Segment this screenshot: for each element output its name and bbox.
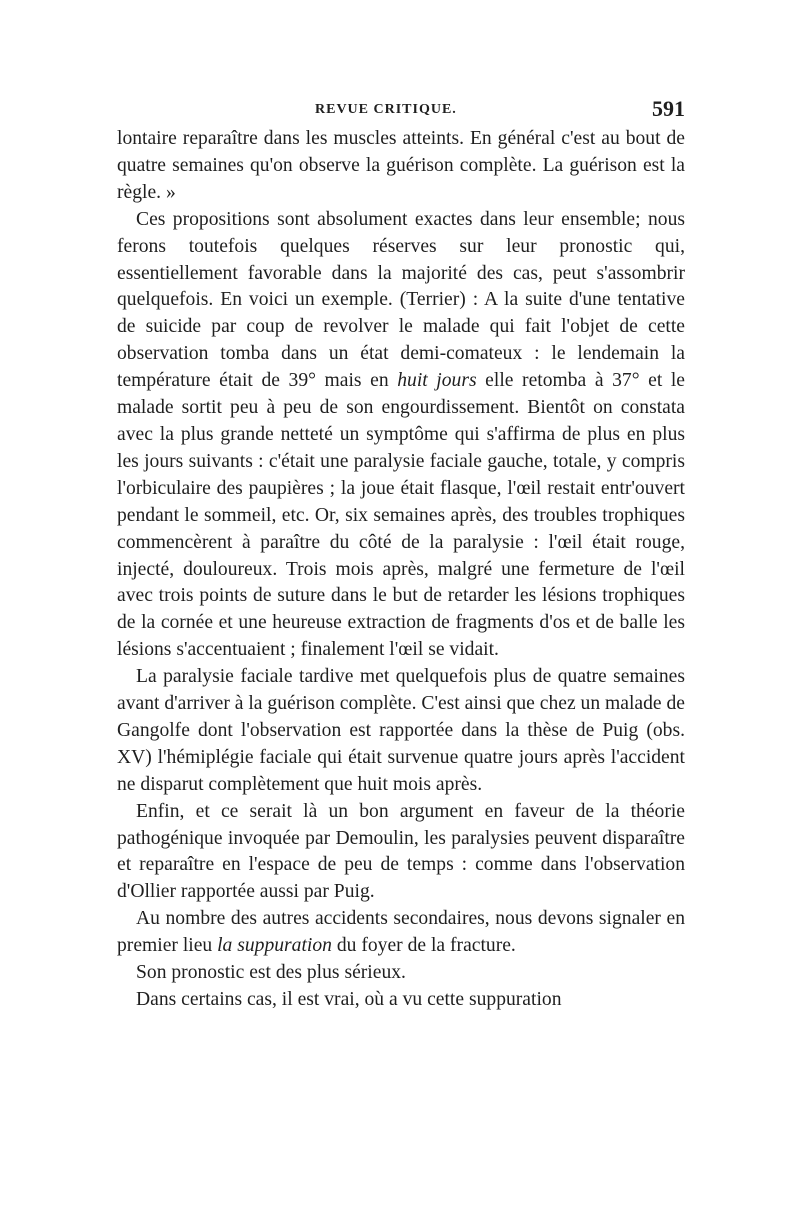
paragraph: Dans certains cas, il est vrai, où a vu cette suppuration [136, 989, 562, 1010]
page-header [117, 96, 685, 126]
book-page [117, 96, 685, 1014]
body-text [117, 126, 685, 1014]
page-number: 591 [652, 96, 685, 121]
paragraph: Son pronostic est des plus sérieux. [136, 962, 406, 984]
paragraph: Ces propositions sont absolument exactes dans leur ensemble; nous ferons toutefois quelques réserves sur leur pronostic qui, essentiellement favorable dans la majorité des cas, peut s'assombrir quelquefois. En voici un exemple. (Terrier) : A la suite d'une tentative de suicide par coup de revolver le malade qui fait l'objet de cette observation tomba dans un état demi-comateux : le lendemain la température était de 39° mais en huit jours elle retomba à 37° et le malade sortit peu à peu de son engourdissement. Bientôt on constata avec la plus grande netteté un symptôme qui s'affirma de plus en plus les jours suivants : c'était une paralysie faciale gauche, totale, y compris l'orbiculaire des paupières ; la joue était flasque, l'œil restait entr'ouvert pendant le sommeil, etc. Or, six semaines après, des troubles trophiques commencèrent à paraître du côté de la paralysie : l'œil était rouge, injecté, douloureux. Trois mois après, malgré une fermeture de l'œil avec trois points de suture dans le but de retarder les lésions trophiques de la cornée et une heureuse extraction de fragments d'os et de balle les lésions s'accentuaient ; finalement l'œil se vidait. [117, 208, 685, 661]
italic-phrase: la suppuration [217, 935, 332, 957]
paragraph: La paralysie faciale tardive met quelquefois plus de quatre semaines avant d'arriver à la guérison complète. C'est ainsi que chez un malade de Gangolfe dont l'observation est rapportée dans la thèse de Puig (obs. XV) l'hémiplégie faciale qui était survenue quatre jours après l'accident ne disparut complètement que huit mois après. [117, 666, 685, 795]
running-head: REVUE CRITIQUE. [315, 102, 457, 117]
italic-phrase: huit jours [397, 370, 477, 392]
paragraph: Enfin, et ce serait là un bon argument en faveur de la théorie pathogénique invoquée par Demoulin, les paralysies peuvent disparaître et reparaître en l'espace de peu de temps : comme dans l'observation d'Ollier rapportée aussi par Puig. [117, 800, 685, 903]
paragraph-continuation: lontaire reparaître dans les muscles atteints. En général c'est au bout de quatre semaines qu'on observe la guérison complète. La guérison est la règle. » [117, 128, 685, 203]
paragraph: Au nombre des autres accidents secondaires, nous devons signaler en premier lieu la suppuration du foyer de la fracture. [117, 908, 685, 957]
